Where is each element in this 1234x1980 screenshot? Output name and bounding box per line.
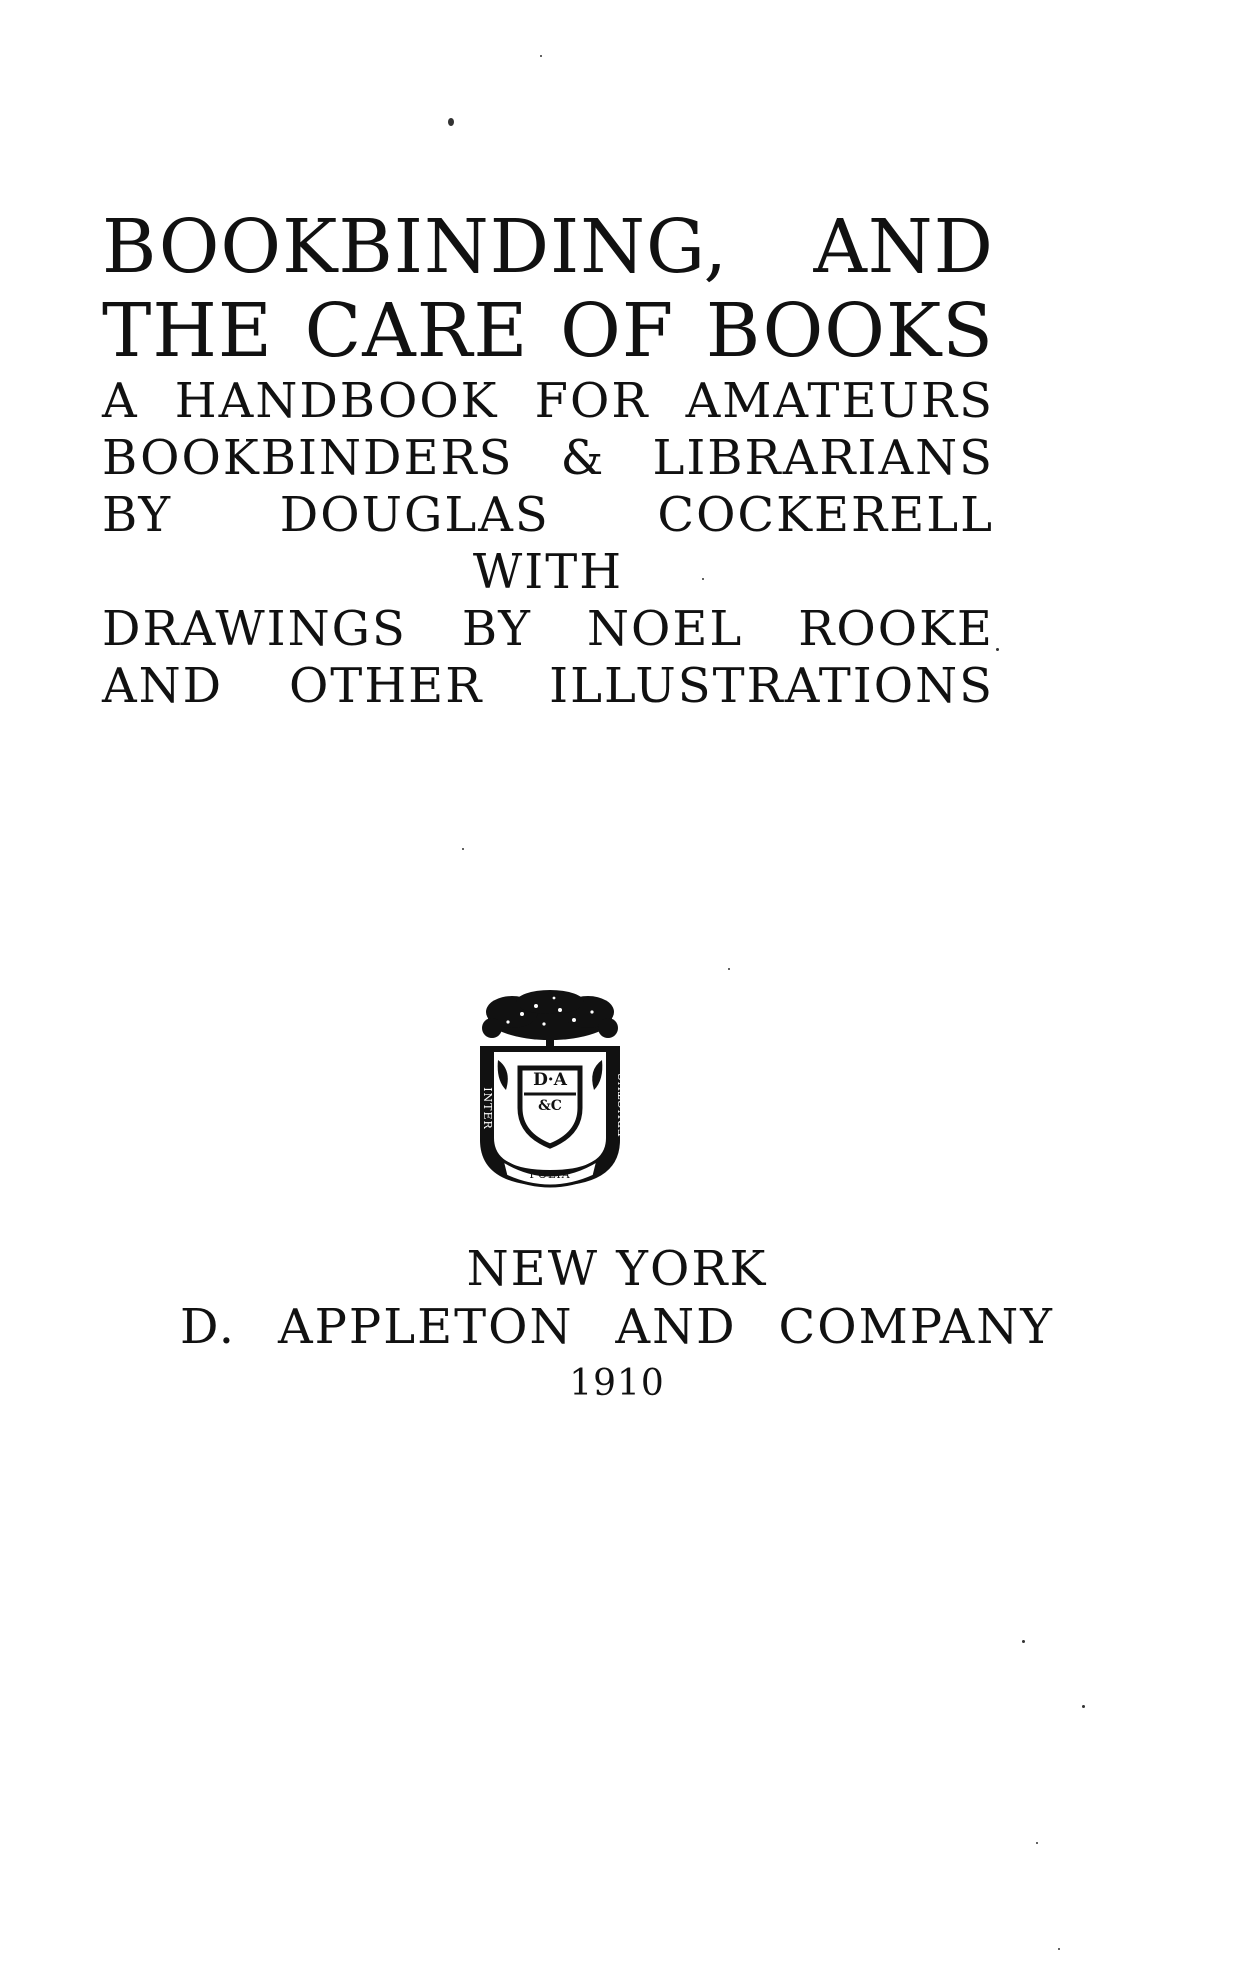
imprint — [0, 1240, 1234, 1408]
imprint-publisher — [180, 1298, 1054, 1356]
scan-speck — [1082, 1705, 1085, 1708]
scan-speck — [702, 578, 704, 580]
publisher-word: COMPANY — [778, 1299, 1054, 1355]
subtitle-line-2 — [102, 430, 994, 487]
publisher-word: APPLETON — [277, 1299, 574, 1355]
device-motto-left: INTER — [480, 1087, 494, 1130]
device-ampersand: &C — [538, 1098, 562, 1114]
title-word: BOOKS — [705, 288, 994, 374]
scan-speck — [728, 968, 730, 970]
subtitle-line-1 — [102, 373, 994, 430]
with-word: WITH — [472, 544, 624, 600]
scan-speck — [996, 648, 999, 651]
author-word: BY — [102, 487, 173, 543]
title-word: THE — [102, 288, 273, 374]
subtitle-word: BOOKBINDERS — [102, 430, 514, 486]
subtitle-word: AMATEURS — [685, 373, 994, 429]
scan-speck — [1036, 1842, 1038, 1844]
title-word: BOOKBINDING, — [102, 204, 729, 290]
scan-speck — [448, 118, 454, 126]
scan-speck — [1022, 1640, 1025, 1643]
title-word: CARE — [304, 288, 529, 374]
illustrator-word: AND — [102, 658, 224, 714]
subtitle-word: FOR — [534, 373, 650, 429]
author-word: COCKERELL — [657, 487, 994, 543]
illustrator-line-1 — [102, 601, 994, 658]
publisher-word: AND — [615, 1299, 737, 1355]
title-block — [102, 205, 994, 715]
subtitle-word: LIBRARIANS — [652, 430, 994, 486]
subtitle-word: & — [560, 430, 606, 486]
device-motto-right: FRUCTUS — [615, 1072, 629, 1137]
illustrator-word: OTHER — [288, 658, 484, 714]
title-word: AND — [813, 204, 994, 290]
title-line-1 — [102, 205, 994, 289]
author-word: DOUGLAS — [279, 487, 550, 543]
imprint-year: 1910 — [569, 1363, 665, 1404]
subtitle-word: HANDBOOK — [174, 373, 499, 429]
illustrator-word: DRAWINGS — [102, 601, 407, 657]
publisher-device-icon — [462, 990, 638, 1190]
device-initials: D·A — [533, 1070, 567, 1090]
publisher-word: D. — [180, 1299, 237, 1355]
scan-speck — [540, 55, 542, 57]
illustrator-word: NOEL — [586, 601, 744, 657]
with-line — [102, 544, 994, 601]
illustrator-word: BY — [461, 601, 532, 657]
illustrator-word: ILLUSTRATIONS — [549, 658, 994, 714]
device-motto-bottom: FOLIA — [529, 1168, 571, 1181]
scan-speck — [462, 848, 464, 850]
illustrator-word: ROOKE — [798, 601, 994, 657]
imprint-city: NEW YORK — [466, 1241, 768, 1297]
title-line-2 — [102, 289, 994, 373]
title-word: OF — [560, 288, 675, 374]
author-line — [102, 487, 994, 544]
subtitle-word: A — [102, 373, 139, 429]
illustrator-line-2 — [102, 658, 994, 715]
scan-speck — [1058, 1948, 1060, 1950]
